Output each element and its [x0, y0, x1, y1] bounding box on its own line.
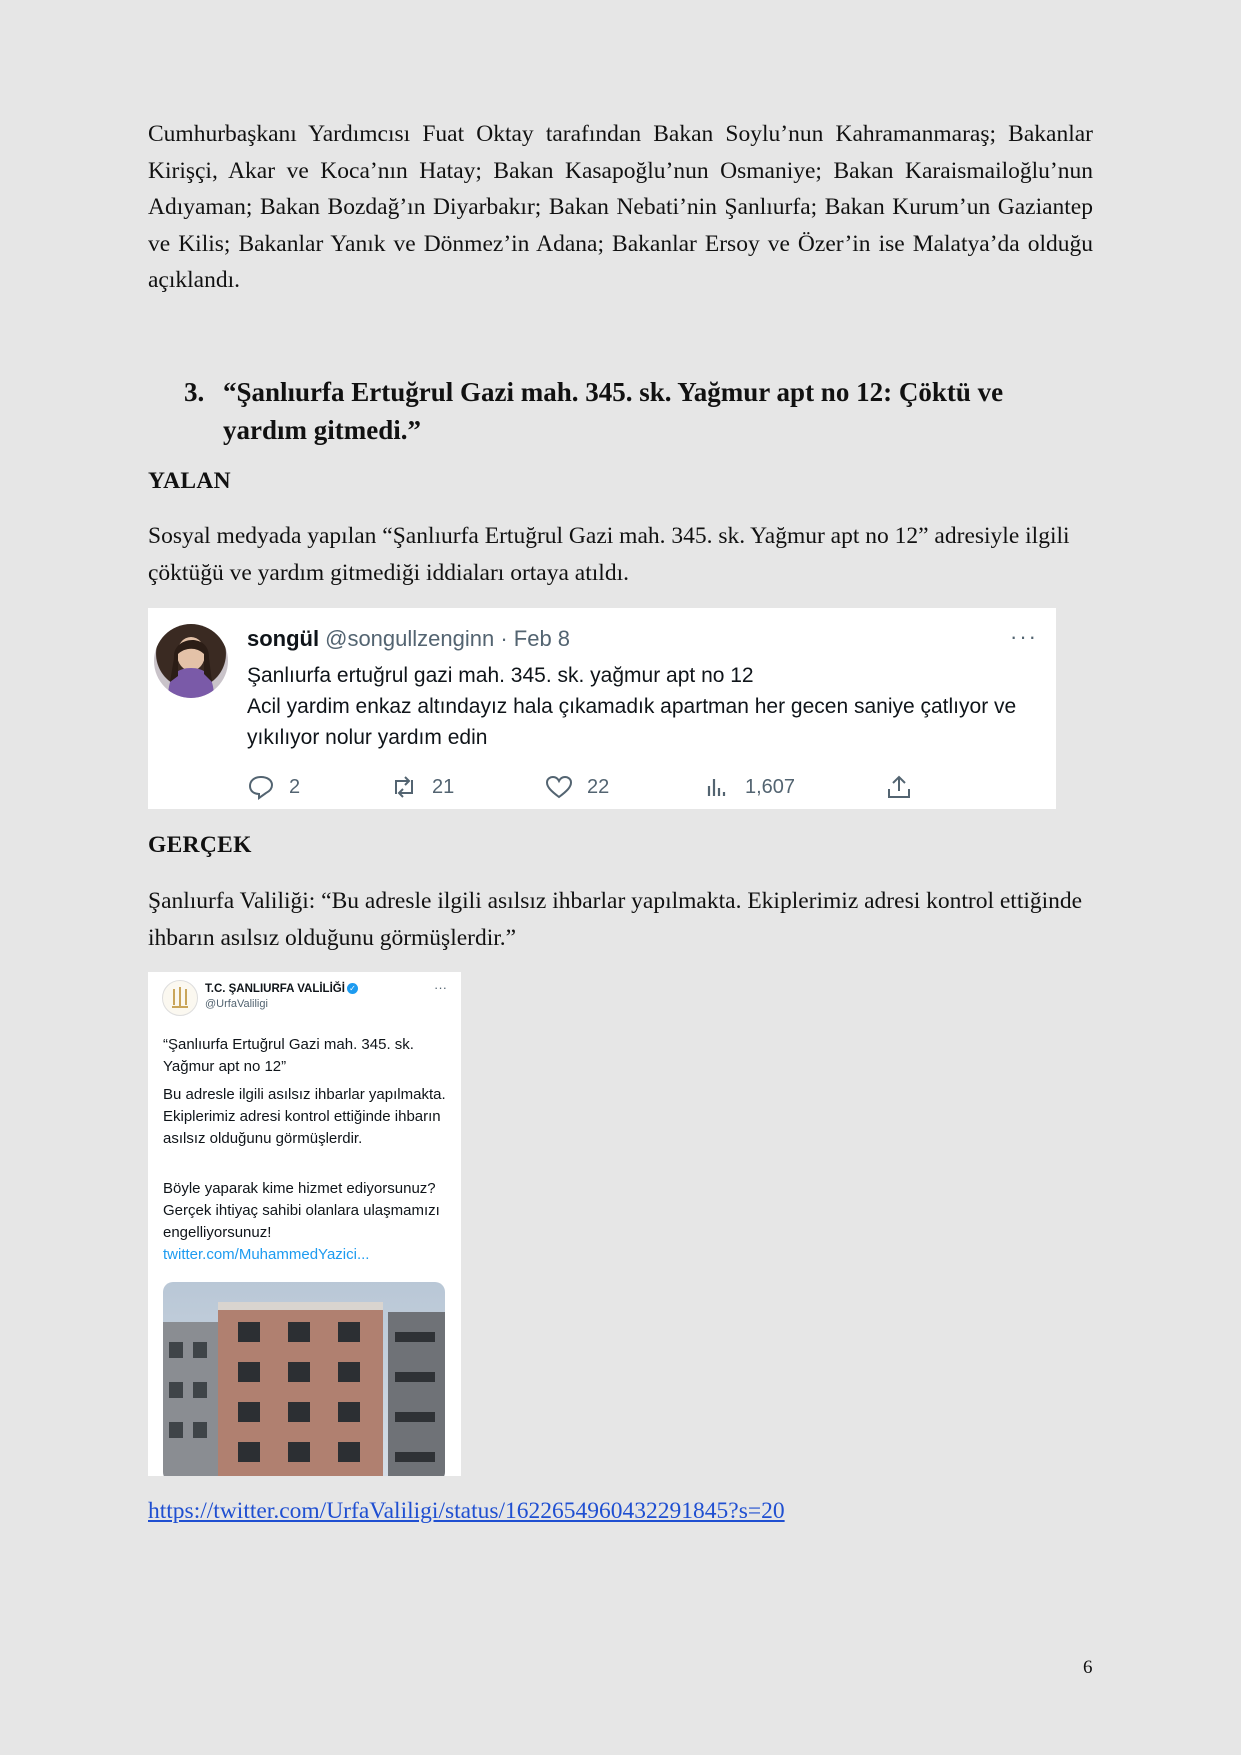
reply-action	[247, 774, 300, 800]
page-number: 6	[1083, 1657, 1093, 1678]
tweet-line-1: Şanlıurfa ertuğrul gazi mah. 345. sk. yağmur apt no 12	[247, 664, 754, 687]
like-count: 22	[587, 775, 610, 798]
tweet-line-2: Acil yardim enkaz altındayız hala çıkamadık apartman her gecen saniye çatlıyor ve yıkılıyor nolur yardım edin	[247, 695, 1017, 749]
building-photo	[163, 1282, 445, 1476]
tweet-username: songül	[247, 626, 320, 651]
source-link[interactable]: https://twitter.com/UrfaValiligi/status/1622654960432291845?s=20	[148, 1498, 785, 1524]
claim-paragraph: Sosyal medyada yapılan “Şanlıurfa Ertuğrul Gazi mah. 345. sk. Yağmur apt no 12” adresiyle ilgili çöktüğü ve yardım gitmediği iddiaları ortaya atıldı.	[148, 523, 1070, 586]
views-icon	[703, 774, 731, 800]
tweet-handle-date: @songullzenginn · Feb 8	[325, 626, 571, 651]
more-options-icon: ···	[434, 980, 447, 995]
seal-logo	[162, 980, 198, 1016]
tweet-screenshot-songul	[148, 608, 1056, 809]
section-heading	[184, 373, 1084, 449]
tweet-paragraph-2: Böyle yaparak kime hizmet ediyorsunuz? Gerçek ihtiyaç sahibi olanlara ulaşmamızı engelliyorsunuz!	[163, 1180, 440, 1241]
views-count: 1,607	[745, 775, 796, 798]
share-action	[885, 774, 927, 800]
retweet-action	[390, 774, 454, 800]
fact-paragraph: Şanlıurfa Valiliği: “Bu adresle ilgili asılsız ihbarlar yapılmakta. Ekiplerimiz adresi kontrol ettiğinde ihbarın asılsız olduğunu görmüşlerdir.”	[148, 888, 1083, 951]
account-name-row	[205, 983, 358, 995]
tweet-actions	[247, 774, 947, 804]
account-name: T.C. ŞANLIURFA VALİLİĞİ	[205, 983, 345, 995]
views-action	[703, 774, 795, 800]
avatar	[154, 624, 228, 698]
claim-label: YALAN	[148, 468, 231, 494]
tweet-paragraph-1: Bu adresle ilgili asılsız ihbarlar yapılmakta. Ekiplerimiz adresi kontrol ettiğinde ihbarın asılsız olduğunu görmüşlerdir.	[163, 1086, 446, 1147]
tweet-quote: “Şanlıurfa Ertuğrul Gazi mah. 345. sk. Yağmur apt no 12”	[163, 1036, 414, 1075]
tweet-body	[247, 660, 1037, 753]
fact-label: GERÇEK	[148, 832, 252, 858]
tweet-link: twitter.com/MuhammedYazici...	[163, 1246, 370, 1263]
share-icon	[885, 774, 913, 800]
heart-icon	[545, 774, 573, 800]
reply-icon	[247, 774, 275, 800]
account-handle: @UrfaValiligi	[205, 998, 268, 1010]
verified-badge-icon: ✓	[347, 983, 358, 994]
retweet-icon	[390, 774, 418, 800]
intro-paragraph: Cumhurbaşkanı Yardımcısı Fuat Oktay tarafından Bakan Soylu’nun Kahramanmaraş; Bakanlar Kirişçi, Akar ve Koca’nın Hatay; Bakan Kasapoğlu’nun Osmaniye; Bakan Karaismailoğlu’nun Adıyaman; Bakan Bozdağ’ın Diyarbakır; Bakan Nebati’nin Şanlıurfa; Bakan Kurum’un Gaziantep ve Kilis; Bakanlar Yanık ve Dönmez’in Adana; Bakanlar Ersoy ve Özer’in ise Malatya’da olduğu açıklandı.	[148, 121, 1093, 293]
section-number: 3.	[184, 377, 205, 407]
tweet-screenshot-urfa-valiligi	[148, 972, 461, 1476]
like-action	[545, 774, 609, 800]
reply-count: 2	[289, 775, 301, 798]
retweet-count: 21	[432, 775, 455, 798]
section-title: “Şanlıurfa Ertuğrul Gazi mah. 345. sk. Yağmur apt no 12: Çöktü ve yardım gitmedi.”	[223, 377, 1004, 445]
more-options-icon: ···	[1010, 624, 1038, 649]
tweet-header	[247, 626, 570, 652]
